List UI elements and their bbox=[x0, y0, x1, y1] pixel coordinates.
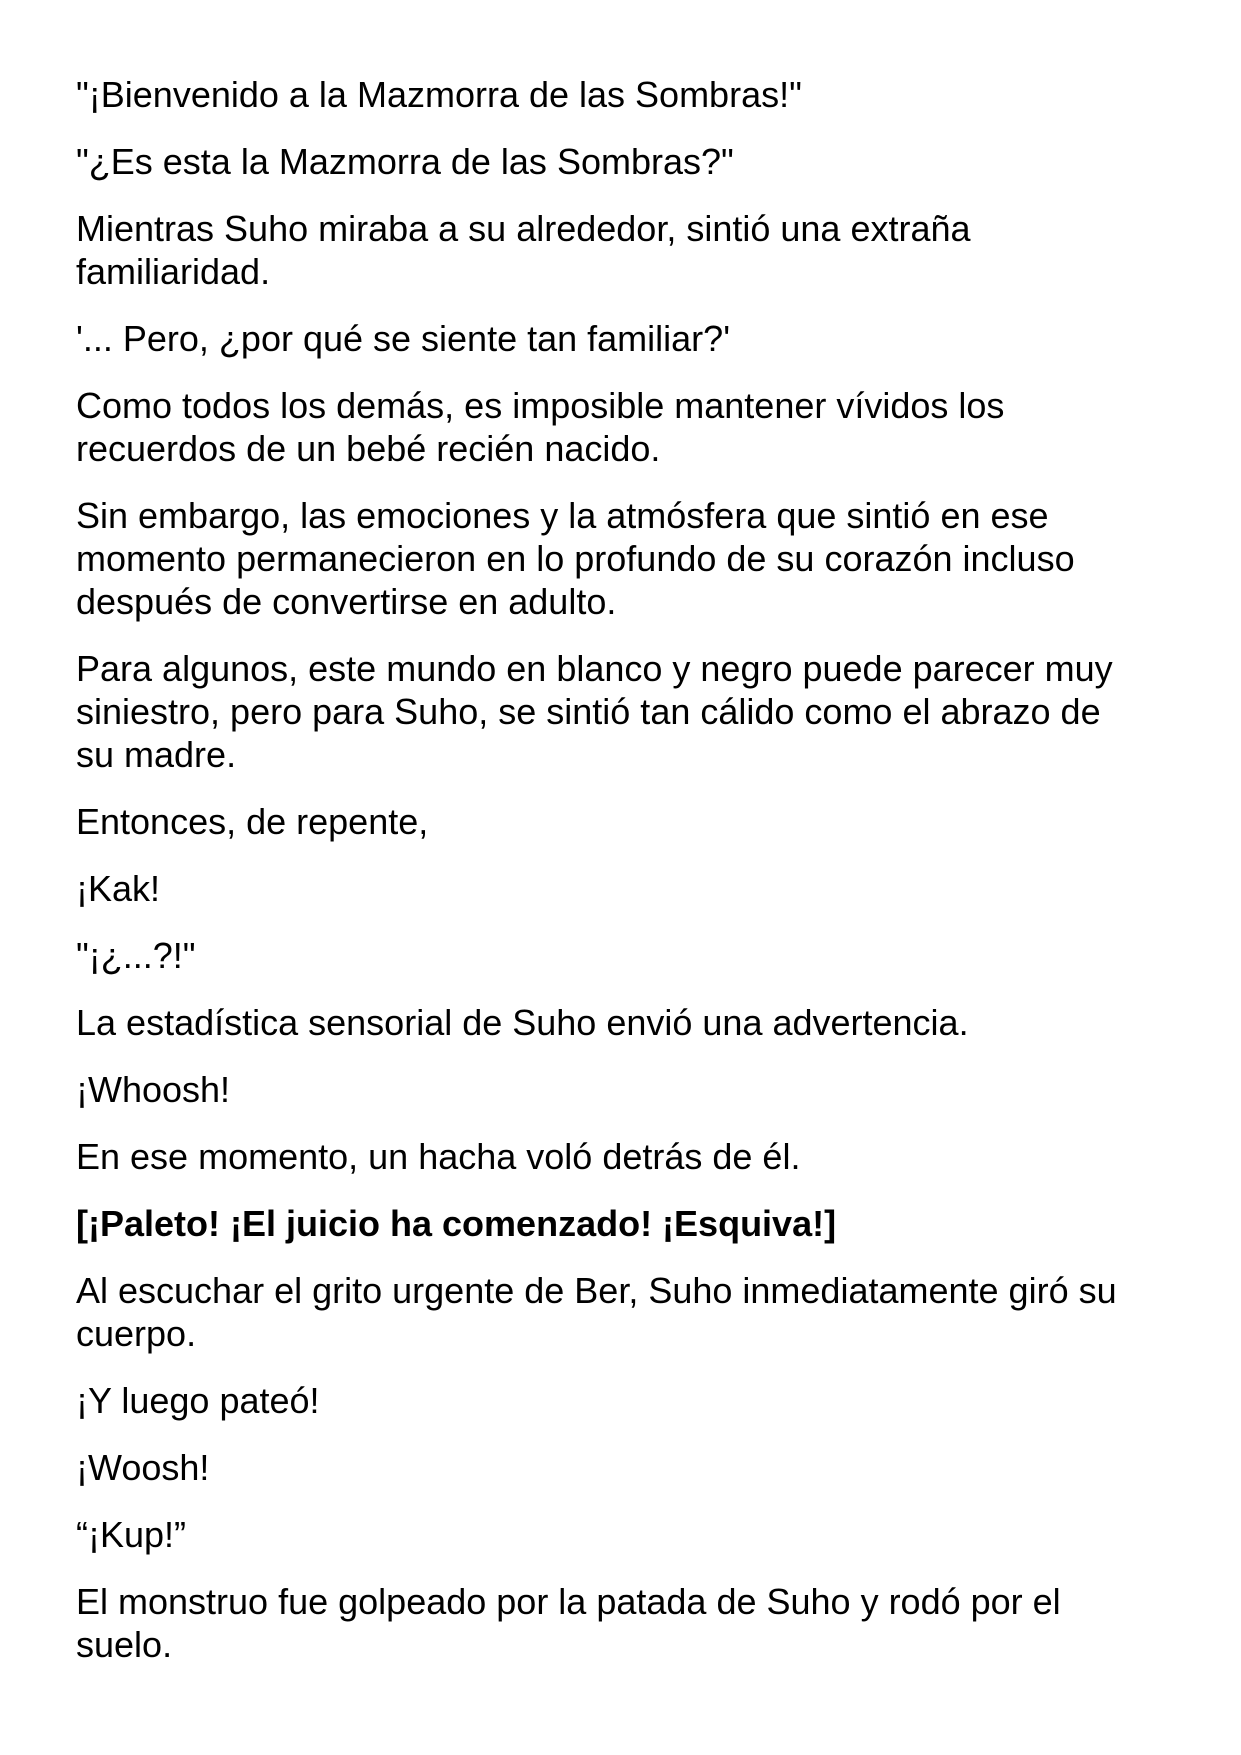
paragraph-kick bbox=[76, 1379, 1196, 1422]
paragraph-emotions bbox=[76, 494, 1196, 623]
text-line: Entonces, de repente, bbox=[76, 801, 429, 842]
text-line: La estadística sensorial de Suho envió una advertencia. bbox=[76, 1002, 969, 1043]
text-line: En ese momento, un hacha voló detrás de él. bbox=[76, 1136, 801, 1177]
paragraph-monster bbox=[76, 1580, 1196, 1666]
paragraph-kup bbox=[76, 1513, 1196, 1556]
paragraph-warning bbox=[76, 1001, 1196, 1044]
text-line: ¡Y luego pateó! bbox=[76, 1380, 320, 1421]
document-page bbox=[76, 73, 1196, 1690]
text-line: recuerdos de un bebé recién nacido. bbox=[76, 428, 661, 469]
paragraph-suddenly bbox=[76, 800, 1196, 843]
text-line: "¡Bienvenido a la Mazmorra de las Sombras!" bbox=[76, 74, 802, 115]
paragraph-kak bbox=[76, 867, 1196, 910]
text-line: El monstruo fue golpeado por la patada de Suho y rodó por el bbox=[76, 1581, 1061, 1622]
paragraph-surprise bbox=[76, 934, 1196, 977]
text-line: siniestro, pero para Suho, se sintió tan cálido como el abrazo de bbox=[76, 691, 1101, 732]
text-line: "¡¿...?!" bbox=[76, 935, 196, 976]
text-line: "¿Es esta la Mazmorra de las Sombras?" bbox=[76, 141, 734, 182]
text-line: familiaridad. bbox=[76, 251, 271, 292]
paragraph-welcome bbox=[76, 73, 1196, 116]
text-line: Para algunos, este mundo en blanco y negro puede parecer muy bbox=[76, 648, 1113, 689]
paragraph-memories bbox=[76, 384, 1196, 470]
text-line: ¡Kak! bbox=[76, 868, 161, 909]
text-line: Sin embargo, las emociones y la atmósfera que sintió en ese bbox=[76, 495, 1049, 536]
paragraph-system-message bbox=[76, 1202, 1196, 1245]
paragraph-thought bbox=[76, 317, 1196, 360]
text-line: suelo. bbox=[76, 1624, 173, 1665]
paragraph-axe bbox=[76, 1135, 1196, 1178]
paragraph-familiarity bbox=[76, 207, 1196, 293]
text-line: Como todos los demás, es imposible mantener vívidos los bbox=[76, 385, 1005, 426]
paragraph-question bbox=[76, 140, 1196, 183]
text-line: ¡Whoosh! bbox=[76, 1069, 231, 1110]
text-line: después de convertirse en adulto. bbox=[76, 581, 617, 622]
paragraph-turn bbox=[76, 1269, 1196, 1355]
text-line: cuerpo. bbox=[76, 1313, 197, 1354]
text-line: momento permanecieron en lo profundo de su corazón incluso bbox=[76, 538, 1075, 579]
text-line: '... Pero, ¿por qué se siente tan familiar?' bbox=[76, 318, 731, 359]
text-line: Mientras Suho miraba a su alrededor, sintió una extraña bbox=[76, 208, 971, 249]
text-line: su madre. bbox=[76, 734, 237, 775]
paragraph-woosh bbox=[76, 1446, 1196, 1489]
paragraph-whoosh bbox=[76, 1068, 1196, 1111]
text-line: [¡Paleto! ¡El juicio ha comenzado! ¡Esquiva!] bbox=[76, 1203, 837, 1244]
text-line: Al escuchar el grito urgente de Ber, Suho inmediatamente giró su bbox=[76, 1270, 1117, 1311]
text-line: ¡Woosh! bbox=[76, 1447, 210, 1488]
text-line: “¡Kup!” bbox=[76, 1514, 187, 1555]
paragraph-world bbox=[76, 647, 1196, 776]
